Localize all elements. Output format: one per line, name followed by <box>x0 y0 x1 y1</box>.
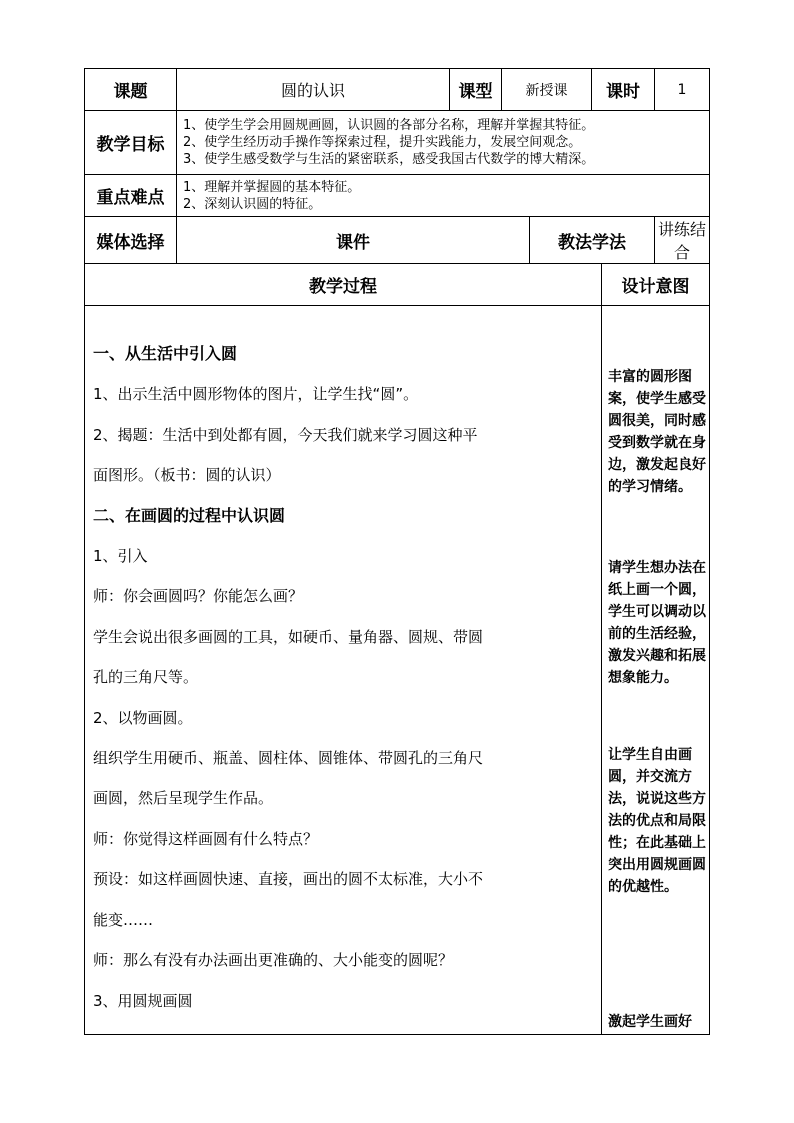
goals-label: 教学目标 <box>85 111 177 175</box>
process-body <box>85 306 602 1035</box>
key-points-list <box>177 175 710 217</box>
method-value: 讲练结合 <box>655 217 710 264</box>
process-line: 能变…… <box>93 910 154 929</box>
process-line: 面图形。（板书：圆的认识） <box>93 466 281 485</box>
section-heading: 二、在画圆的过程中认识圆 <box>93 505 286 525</box>
goal-item: 2、使学生经历动手操作等探索过程，提升实践能力，发展空间观念。 <box>183 135 582 150</box>
media-value: 课件 <box>177 217 530 264</box>
process-header: 教学过程 <box>85 264 602 306</box>
topic-label: 课题 <box>85 69 177 111</box>
process-line: 师：你会画圆吗？你能怎么画？ <box>93 587 304 606</box>
process-line: 学生会说出很多画圆的工具，如硬币、量角器、圆规、带圆 <box>93 627 484 646</box>
process-header-row <box>85 264 710 306</box>
intent-body <box>602 306 710 1035</box>
process-line: 2、以物画圆。 <box>93 708 193 727</box>
process-line: 孔的三角尺等。 <box>93 668 199 687</box>
intent-header: 设计意图 <box>602 264 710 306</box>
hours-value: 1 <box>655 69 710 111</box>
hours-label: 课时 <box>592 69 655 111</box>
process-row <box>85 306 710 1035</box>
media-row <box>85 217 710 264</box>
goals-list <box>177 111 710 175</box>
process-line: 师：那么有没有办法画出更准确的、大小能变的圆呢？ <box>93 951 454 970</box>
intent-note: 请学生想办法在纸上画一个圆，学生可以调动以前的生活经验，激发兴趣和拓展想象能力。 <box>608 560 706 686</box>
process-line: 组织学生用硬币、瓶盖、圆柱体、圆锥体、带圆孔的三角尺 <box>93 749 484 768</box>
goal-item: 1、使学生学会用圆规画圆，认识圆的各部分名称，理解并掌握其特征。 <box>183 118 595 133</box>
goals-row <box>85 111 710 175</box>
method-label: 教法学法 <box>530 217 655 264</box>
type-value: 新授课 <box>502 69 592 111</box>
intent-note: 激起学生画好 <box>608 1014 692 1030</box>
process-line: 2、揭题：生活中到处都有圆，今天我们就来学习圆这种平 <box>93 425 478 444</box>
key-points-label: 重点难点 <box>85 175 177 217</box>
intent-note: 让学生自由画圆，并交流方法，说说这些方法的优点和局限性；在此基础上突出用圆规画圆的优越性。 <box>608 747 706 895</box>
process-line: 1、引入 <box>93 547 148 566</box>
header-row <box>85 69 710 111</box>
key-point-item: 1、理解并掌握圆的基本特征。 <box>183 179 361 195</box>
goal-item: 3、使学生感受数学与生活的紧密联系，感受我国古代数学的博大精深。 <box>183 152 595 167</box>
media-label: 媒体选择 <box>85 217 177 264</box>
process-line: 师：你觉得这样画圆有什么特点？ <box>93 829 319 848</box>
process-line: 1、出示生活中圆形物体的图片，让学生找“圆”。 <box>93 385 419 404</box>
key-point-item: 2、深刻认识圆的特征。 <box>183 196 322 212</box>
type-label: 课型 <box>450 69 502 111</box>
process-line: 预设：如这样画圆快速、直接，画出的圆不太标准，大小不 <box>93 870 484 889</box>
process-line: 3、用圆规画圆 <box>93 991 193 1010</box>
key-points-row <box>85 175 710 217</box>
lesson-plan-table <box>84 68 710 1035</box>
section-heading: 一、从生活中引入圆 <box>93 344 238 363</box>
process-line: 画圆，然后呈现学生作品。 <box>93 789 274 808</box>
intent-note: 丰富的圆形图案，使学生感受圆很美，同时感受到数学就在身边，激发起良好的学习情绪。 <box>608 369 706 495</box>
topic-value: 圆的认识 <box>177 69 450 111</box>
